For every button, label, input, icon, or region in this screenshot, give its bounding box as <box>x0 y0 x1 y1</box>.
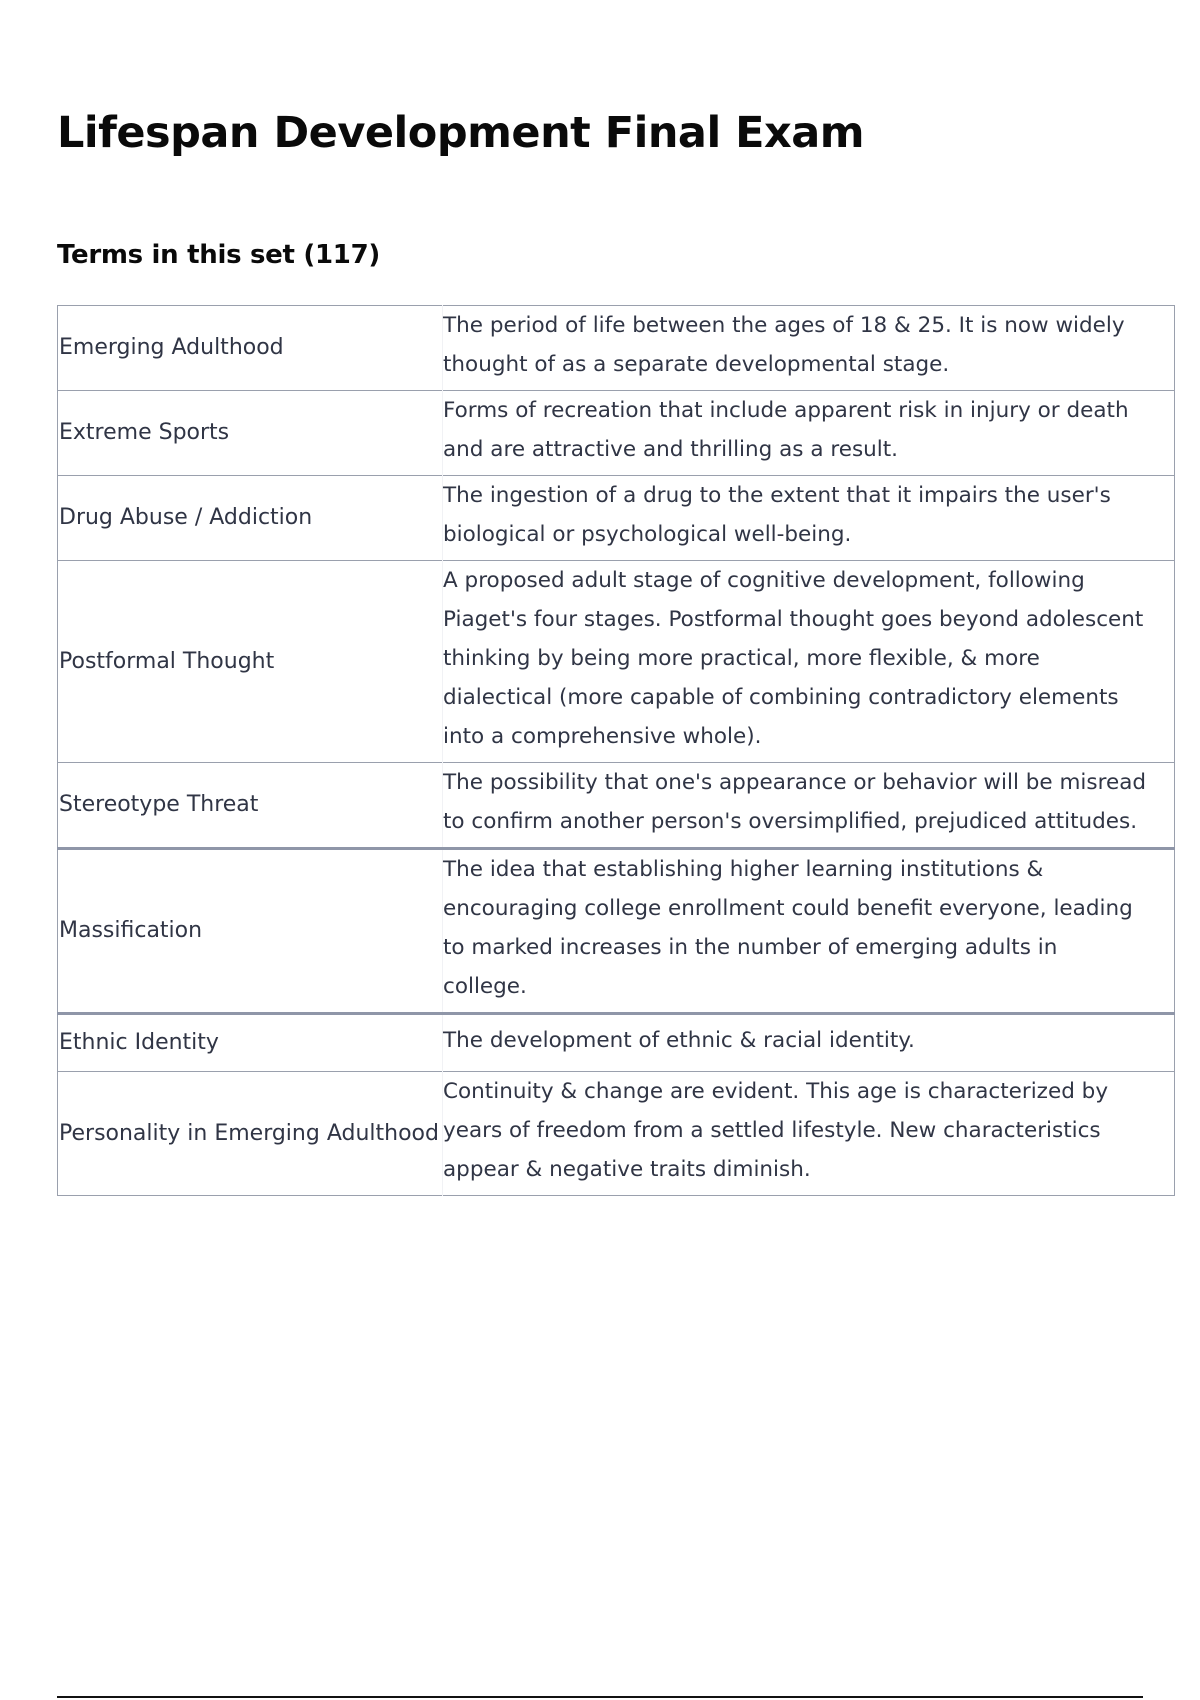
definition-cell: The development of ethnic & racial identity. <box>443 1027 915 1053</box>
definition-cell: The possibility that one's appearance or behavior will be misread to confirm another person's oversimplified, prejudiced attitudes. <box>443 770 1147 834</box>
table-row <box>58 476 1175 561</box>
page-footer-rule <box>57 1696 1143 1698</box>
terms-table <box>57 305 1175 1196</box>
term-cell: Postformal Thought <box>58 561 443 763</box>
term-cell: Massification <box>58 849 443 1014</box>
table-row <box>58 1072 1175 1196</box>
table-row <box>58 561 1175 763</box>
definition-cell: Forms of recreation that include apparent risk in injury or death and are attractive and thrilling as a result. <box>443 398 1129 462</box>
page-title: Lifespan Development Final Exam <box>57 108 865 158</box>
definition-cell: Continuity & change are evident. This age is characterized by years of freedom from a settled lifestyle. New characteristics appear & negative traits diminish. <box>443 1079 1109 1182</box>
table-row <box>58 306 1175 391</box>
term-cell: Extreme Sports <box>58 391 443 476</box>
table-row <box>58 849 1175 1014</box>
terms-count-heading: Terms in this set (117) <box>57 240 380 270</box>
definition-cell: The idea that establishing higher learning institutions & encouraging college enrollment could benefit everyone, leading to marked increases in the number of emerging adults in college. <box>443 857 1133 999</box>
table-row <box>58 763 1175 849</box>
definition-cell: A proposed adult stage of cognitive development, following Piaget's four stages. Postformal thought goes beyond adolescent thinking by being more practical, more flexible, & more dialectical (more capable of combining contradictory elements into a comprehensive whole). <box>443 568 1144 749</box>
term-cell: Drug Abuse / Addiction <box>58 476 443 561</box>
term-cell: Personality in Emerging Adulthood <box>58 1072 443 1196</box>
table-row <box>58 391 1175 476</box>
definition-cell: The period of life between the ages of 18 & 25. It is now widely thought of as a separate developmental stage. <box>443 313 1125 377</box>
definition-cell: The ingestion of a drug to the extent that it impairs the user's biological or psychological well-being. <box>443 483 1111 547</box>
term-cell: Ethnic Identity <box>58 1014 443 1072</box>
table-row <box>58 1014 1175 1072</box>
term-cell: Stereotype Threat <box>58 763 443 849</box>
term-cell: Emerging Adulthood <box>58 306 443 391</box>
